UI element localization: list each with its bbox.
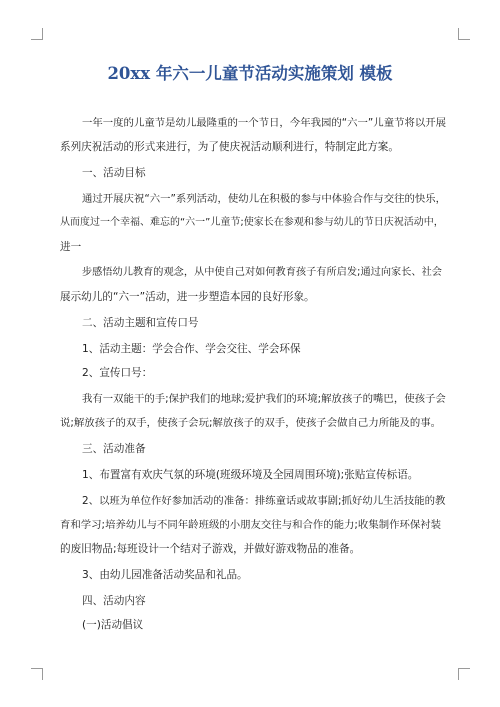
body-line: 1、布置富有欢庆气氛的环境(班级环境及全园周围环境);张贴宣传标语。 <box>82 469 419 481</box>
section-heading: 三、活动准备 <box>82 443 146 455</box>
body-line: 2、以班为单位作好参加活动的准备：排练童话或故事剧;抓好幼儿生活技能的教 <box>82 495 446 507</box>
body-line: 一年一度的儿童节是幼儿最隆重的一个节日，今年我园的“六一”儿童节将以开展 <box>82 117 447 129</box>
section-heading: 一、活动目标 <box>82 167 146 179</box>
body-line: 展示幼儿的“六一”活动，进一步塑造本园的良好形象。 <box>60 291 315 303</box>
crop-mark-bottom-left <box>31 668 43 680</box>
section-heading: 四、活动内容 <box>82 595 146 607</box>
crop-mark-top-left <box>31 28 43 40</box>
body-line: 的废旧物品;每班设计一个结对子游戏，并做好游戏物品的准备。 <box>60 543 361 555</box>
section-heading: 二、活动主题和宣传口号 <box>82 317 199 329</box>
body-line: 从而度过一个幸福、难忘的“六一”儿童节;使家长在参观和参与幼儿的节日庆祝活动中， <box>60 217 444 228</box>
body-line: 系列庆祝活动的形式来进行，为了使庆祝活动顺利进行，特制定此方案。 <box>60 141 399 153</box>
document-title: 20xx 年六一儿童节活动实施策划 模板 <box>107 64 393 83</box>
subsection-heading: (一)活动倡议 <box>82 619 144 631</box>
body-line: 通过开展庆祝“六一”系列活动，使幼儿在积极的参与中体验合作与交往的快乐， <box>82 193 447 205</box>
body-line: 步感悟幼儿教育的观念，从中使自己对如何教育孩子有所启发;通过向家长、社会 <box>82 267 442 278</box>
body-line: 3、由幼儿园准备活动奖品和礼品。 <box>82 569 248 581</box>
body-line: 育和学习;培养幼儿与不同年龄班级的小朋友交往与和合作的能力;收集制作环保衬装 <box>60 519 442 531</box>
crop-mark-bottom-right <box>458 668 470 680</box>
body-line: 进一 <box>60 241 82 253</box>
body-line: 我有一双能干的手;保护我们的地球;爱护我们的环境;解放孩子的嘴巴，使孩子会 <box>82 393 446 405</box>
body-line: 2、宣传口号： <box>82 367 153 379</box>
body-line: 说;解放孩子的双手，使孩子会玩;解放孩子的双手，使孩子会做自己力所能及的事。 <box>60 417 442 429</box>
body-line: 1、活动主题：学会合作、学会交往、学会环保 <box>82 343 301 355</box>
crop-mark-top-right <box>458 28 470 40</box>
